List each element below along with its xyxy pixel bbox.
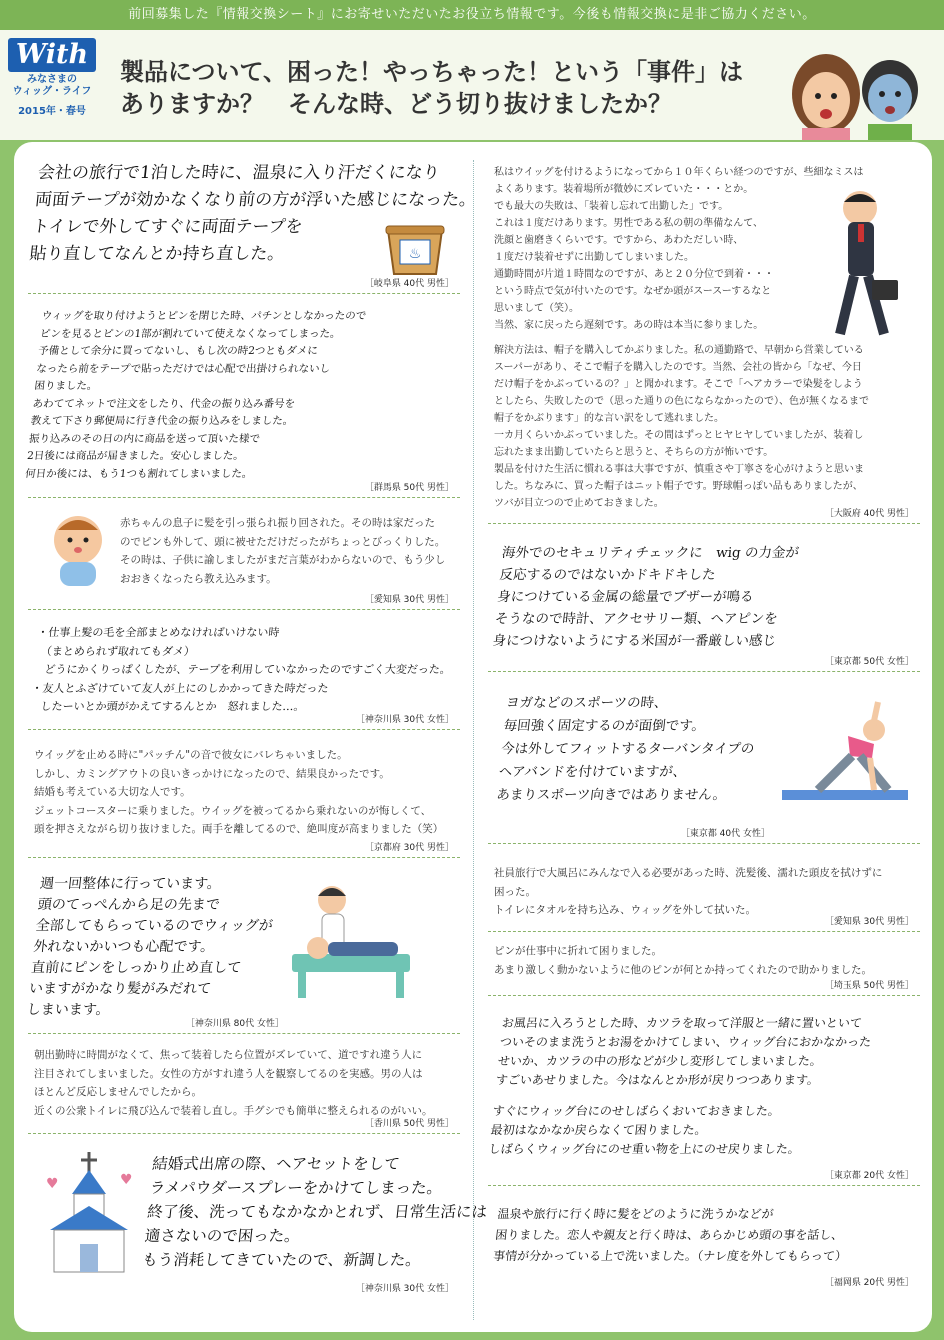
logo-sub1: みなさまの <box>27 74 77 85</box>
source-label: ［東京都 40代 女性］ <box>680 829 770 839</box>
story-right-3 <box>488 676 920 844</box>
story-right-5 <box>488 936 920 996</box>
story-right-6 <box>488 1000 920 1186</box>
title-line-2: ありますか？ そんな時、どう切り抜けましたか？ <box>120 90 672 118</box>
source-label: ［神奈川県 80代 女性］ <box>185 1019 284 1029</box>
story-right-1 <box>488 152 920 524</box>
story-right-4 <box>488 848 920 932</box>
story-text: ウィッグを取り付けようとピンを閉じた時、パチンとしなかったので ピンを見るとピンの1部が割れていて使えなくなってしまった。 予備として余分に買ってないし、もし次の時2つともダメに なったら前をテープで貼っただけでは心配で出掛けられないし 困りました。 あわててネットで注文をしたり、代金の振り込み番号を 教えて下さり郵便局に行き代金の振り込みをしました。 振り込みのその日の内に商品を送って頂いた様で 2日後には商品が届きました。安心しました。 何日か後には、もう1つも割れてしまいました。 <box>24 310 367 480</box>
story-text: ピンが仕事中に折れて困りました。 あまり激しく動かないように他のピンが何とか持ってくれたので助かりました。 <box>494 945 872 976</box>
story-text: ・仕事上髪の毛を全部まとめなければいけない時 （まとめられず取れてもダメ） どうにかくりっぱくしたが、テープを利用していなかったのですごく大変だった。 ・友人とふざけていて友人が上にのしかかってきた時だった したーいとか頭がかえてするんとか 怒れました…。 <box>28 626 452 713</box>
story-text: ウイッグを止める時に"パッチん"の音で彼女にバレちゃいました。 しかし、カミングアウトの良いきっかけになったので、結果良かったです。 結婚も考えている大切な人です。 ジェットコースターに乗りました。ウイッグを被ってるから乗れないのが悔しくて、 頭を押さえながら切り抜けました。両手を離してるので、絶叫度が高まりました（笑） <box>34 749 444 835</box>
story-text: 温泉や旅行に行く時に髪をどのように洗うかなどが 困りました。恋人や親友と行く時は、あらかじめ頭の事を話し、 事情が分かっている上で洗いました。（ナレ度を外してもらって） <box>492 1207 848 1263</box>
story-text: 週一回整体に行っています。 頭のてっぺんから足の先まで 全部してもらっているのでウィッグが 外れないかいつも心配です。 直前にピンをしっかり止め直して いますがかなり髪がみだれて しまいます。 <box>25 876 274 1018</box>
source-label: ［京都府 30代 男性］ <box>364 843 454 853</box>
story-text: お風呂に入ろうとした時、カツラを取って洋服と一緒に置いといて ついそのまま洗うとお湯をかけてしまい、ウィッグ台におかなかった せいか、カツラの中の形などが少し変形してしまいました。 すごいあせりました。今はなんとか形が戻りつつあります。 すぐにウィッグ台にのせしばらくおいておきました。 最初はなかなか戻らなくて困りました。 しばらくウィッグ台にのせ重い物を上にのせ戻りました。 <box>487 1016 872 1156</box>
source-label: ［福岡県 20代 男性］ <box>824 1278 914 1288</box>
story-left-4 <box>28 612 460 730</box>
yoga-icon <box>778 696 914 806</box>
with-logo <box>8 38 96 134</box>
svg-text:♥: ♥ <box>120 1172 133 1188</box>
source-label: ［群馬県 50代 男性］ <box>364 483 454 493</box>
story-text: 赤ちゃんの息子に髪を引っ張られ振り回された。その時は家だった のでピンも外して、頭に被せただけだったがちょっとびっくりした。 その時は、子供に諭しましたがまだ言葉がわからないので、もう少し おおきくなったら教え込みます。 <box>120 517 446 585</box>
issue-label: 2015年・春号 <box>18 106 86 117</box>
story-left-2 <box>24 298 460 498</box>
wooden-bucket-icon <box>382 220 448 276</box>
story-text: 社員旅行で大風呂にみんなで入る必要があった時、洗髪後、濡れた頭皮を拭けずに 困った。 トイレにタオルを持ち込み、ウィッグを外して拭いた。 <box>494 867 883 916</box>
svg-text:♥: ♥ <box>46 1176 59 1192</box>
worried-faces-icon <box>778 42 928 140</box>
businessman-icon <box>810 184 906 344</box>
story-right-7 <box>488 1190 920 1292</box>
story-text: 私はウイッグを付けるようになってから１０年くらい経つのですが、些細なミスは よくあります。装着場所が微妙にズレていた・・・とか。 でも最大の失敗は、「装着し忘れて出勤した」です。 これは１度だけあります。男性である私の朝の準備なんて、 洗顔と歯磨きくらいです。ですから、あわただしい時、 １度だけ装着せずに出勤してしまいました。 通勤時間が片道１時間なのですが、あと２０分位で到着・・・ という時点で気が付いたのです。なぜか頭がスースーするなと 思いまして（笑）。 当然、家に戻ったら遅刻です。あの時は本当に参りました。 解決方法は、帽子を購入してかぶりました。私の通勤路で、早朝から営業している スーパーがあり、そこで帽子を購入したのです。当然、会社の皆から「なぜ、今日 だけ帽子をかぶっているの？」と聞かれます。そこで「ヘアカラーで染髪をしよう としたら、失敗したので（思った通りの色にならなかったので）、色が無くなるまで 帽子をかぶります」的な言い訳をして逃れました。 一カ月くらいかぶっていました。その間はずっとヒヤヒヤしていましたが、装着し 忘れたまま出勤していたらと思うと、そちらの方が怖いです。 製品を付けた生活に慣れる事は大事ですが、慎重さや丁寧さを心がけようと思いま した。ちなみに、買った帽子はニット帽子です。野球帽っぽい品もありましたが、 ツバが目立つので止めておきました。 <box>494 167 869 509</box>
source-label: ［埼玉県 50代 男性］ <box>824 981 914 991</box>
story-left-7 <box>28 1038 460 1134</box>
story-text: 結婚式出席の際、ヘアセットをして ラメパウダースプレーをかけてしまった。 終了後、洗ってもなかなかとれず、日常生活には 適さないので困った。 もう消耗してきていたので、新調した。 <box>141 1155 488 1269</box>
svg-text:♨: ♨ <box>408 246 422 262</box>
baby-icon <box>38 510 118 590</box>
source-label: ［香川県 50代 男性］ <box>364 1119 454 1129</box>
story-left-5 <box>28 732 460 858</box>
massage-icon <box>284 872 414 1002</box>
story-left-3 <box>28 500 460 610</box>
source-label: ［東京都 20代 女性］ <box>824 1171 914 1181</box>
story-left-8 <box>28 1138 488 1298</box>
story-right-2 <box>488 528 920 672</box>
top-banner: 前回募集した『情報交換シート』にお寄せいただいたお役立ち情報です。今後も情報交換に是非ご協力ください。 <box>0 0 944 30</box>
story-left-6 <box>25 862 460 1034</box>
story-text: 朝出勤時に時間がなくて、焦って装着したら位置がズレていて、道ですれ違う人に 注目されてしまいました。女性の方がすれ違う人を観察してるのを実感。男の人は ほとんど反応しませんでしたから。 近くの公衆トイレに飛び込んで装着し直し。手グシでも簡単に整えられるのがいい。 <box>34 1049 433 1117</box>
page-title <box>120 56 780 120</box>
column-divider <box>473 160 474 1320</box>
source-label: ［岐阜県 40代 男性］ <box>364 279 454 289</box>
logo-sub2: ウィッグ・ライフ <box>12 86 92 97</box>
source-label: ［愛知県 30代 男性］ <box>824 917 914 927</box>
story-text: 会社の旅行で1泊した時に、温泉に入り汗だくになり 両面テープが効かなくなり前の方が浮いた感じになった。 トイレで外してすぐに両面テープを 貼り直してなんとか持ち直した。 <box>28 163 478 264</box>
source-label: ［神奈川県 30代 女性］ <box>355 715 454 725</box>
title-line-1: 製品について、困った！やっちゃった！という「事件」は <box>120 58 744 86</box>
source-label: ［神奈川県 30代 女性］ <box>355 1284 454 1294</box>
source-label: ［大阪府 40代 男性］ <box>824 509 914 519</box>
story-text: ヨガなどのスポーツの時、 毎回強く固定するのが面倒です。 今は外してフィットするターバンタイプの ヘアバンドを付けていますが、 あまりスポーツ向きではありません。 <box>495 695 756 803</box>
story-text: 海外でのセキュリティチェックに wig の力金が 反応するのではないかドキドキした 身につけている金属の総量でブザーが鳴る そうなので時計、アクセサリー類、ヘアピンを 身につけないようにする米国が一番厳しい感じ <box>491 545 800 649</box>
logo-subtitle <box>8 74 96 98</box>
story-left-1 <box>28 152 478 294</box>
source-label: ［東京都 50代 女性］ <box>824 657 914 667</box>
source-label: ［愛知県 30代 男性］ <box>364 595 454 605</box>
header <box>0 30 944 140</box>
logo-word: With <box>8 38 96 72</box>
